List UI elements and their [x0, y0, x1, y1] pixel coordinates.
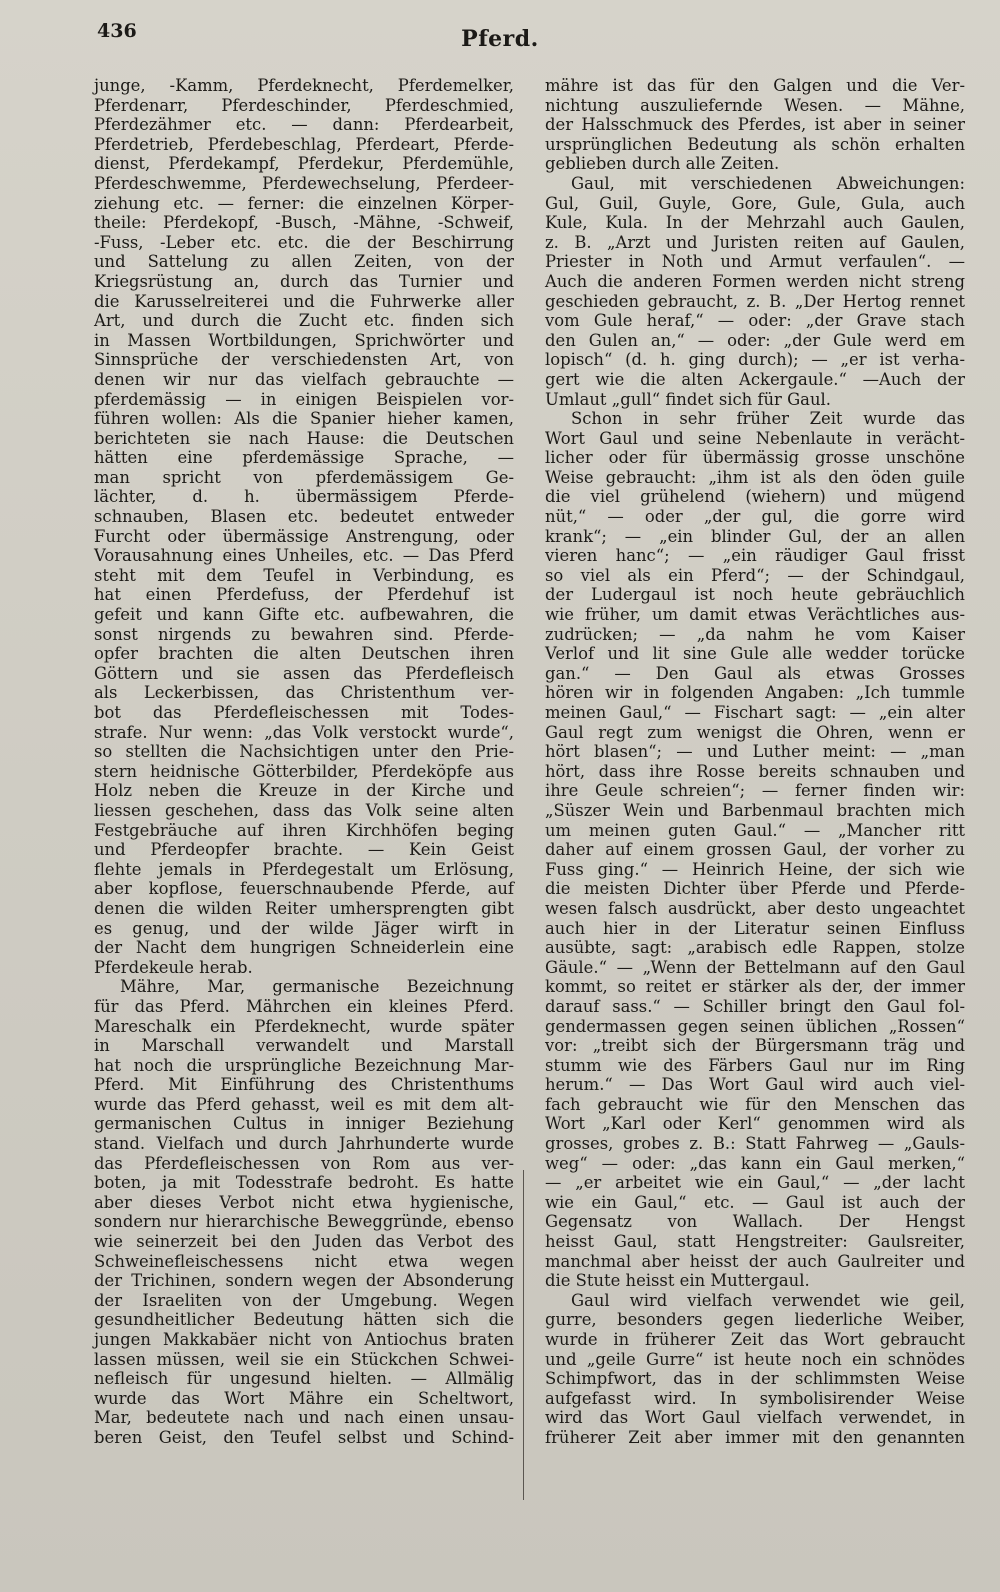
text-line: als Leckerbissen, das Christenthum ver-: [94, 683, 514, 703]
text-line: steht mit dem Teufel in Verbindung, es: [94, 565, 514, 585]
text-line: sondern nur hierarchische Beweggründe, ebenso: [94, 1212, 514, 1232]
text-line: Mähre, Mar, germanische Bezeichnung: [120, 977, 514, 997]
text-line: vieren hanc“; — „ein räudiger Gaul frisst: [545, 546, 965, 566]
text-line: Gaul, mit verschiedenen Abweichungen:: [571, 173, 965, 193]
text-line: Schon in sehr früher Zeit wurde das: [571, 409, 965, 429]
text-line: stumm wie des Färbers Gaul nur im Ring: [545, 1055, 965, 1075]
text-line: dienst, Pferdekampf, Pferdekur, Pferdemühle,: [94, 154, 514, 174]
text-line: Wort Gaul und seine Nebenlaute in verächt-: [545, 428, 965, 448]
text-line: Verlof und lit sine Gule alle wedder torücke: [545, 644, 965, 664]
text-line: so viel als ein Pferd“; — der Schindgaul,: [545, 565, 965, 585]
text-line: Art, und durch die Zucht etc. finden sich: [94, 311, 514, 331]
text-line: wurde das Wort Mähre ein Scheltwort,: [94, 1388, 514, 1408]
text-line: wie früher, um damit etwas Verächtliches aus-: [545, 605, 965, 625]
text-line: aber kopflose, feuerschnaubende Pferde, auf: [94, 879, 514, 899]
text-line: das Pferdefleischessen von Rom aus ver-: [94, 1153, 514, 1173]
text-line: Holz neben die Kreuze in der Kirche und: [94, 781, 514, 801]
text-line: der Ludergaul ist noch heute gebräuchlich: [545, 585, 965, 605]
running-head: Pferd.: [461, 26, 539, 52]
text-line: gesundheitlicher Bedeutung hätten sich die: [94, 1310, 514, 1330]
text-line: grosses, grobes z. B.: Statt Fahrweg — „Gauls-: [545, 1134, 965, 1154]
text-line: stand. Vielfach und durch Jahrhunderte wurde: [94, 1134, 514, 1154]
text-line: auch hier in der Literatur seinen Einfluss: [545, 918, 965, 938]
text-line: Vorausahnung eines Unheiles, etc. — Das Pferd: [94, 546, 514, 566]
text-line: kommt, so reitet er stärker als der, der immer: [545, 977, 965, 997]
text-line: geschieden gebraucht, z. B. „Der Hertog rennet: [545, 291, 965, 311]
text-line: nüt,“ — oder „der gul, die gorre wird: [545, 507, 965, 527]
text-line: licher oder für übermässig grosse unschöne: [545, 448, 965, 468]
text-line: der Trichinen, sondern wegen der Absonderung: [94, 1271, 514, 1291]
text-line: ausübte, sagt: „arabisch edle Rappen, stolze: [545, 938, 965, 958]
text-line: wurde das Pferd gehasst, weil es mit dem alt-: [94, 1094, 514, 1114]
text-line: Pferdenarr, Pferdeschinder, Pferdeschmied,: [94, 95, 514, 115]
text-line: denen wir nur das vielfach gebrauchte —: [94, 369, 514, 389]
text-line: lächter, d. h. übermässigem Pferde-: [94, 487, 514, 507]
text-line: ihre Geule schreien“; — ferner finden wir:: [545, 781, 965, 801]
text-line: die meisten Dichter über Pferde und Pferde-: [545, 879, 965, 899]
text-line: opfer brachten die alten Deutschen ihren: [94, 644, 514, 664]
text-line: liessen geschehen, dass das Volk seine alten: [94, 800, 514, 820]
text-line: boten, ja mit Todesstrafe bedroht. Es hatte: [94, 1173, 514, 1193]
text-line: stern heidnische Götterbilder, Pferdeköpfe aus: [94, 761, 514, 781]
text-line: jungen Makkabäer nicht von Antiochus braten: [94, 1330, 514, 1349]
right-column: [545, 76, 965, 1448]
text-line: gefeit und kann Gifte etc. aufbewahren, die: [94, 605, 514, 625]
text-line: führen wollen: Als die Spanier hieher kamen,: [94, 409, 514, 429]
text-line: Furcht oder übermässige Anstrengung, oder: [94, 526, 514, 546]
text-line: Umlaut „gull“ findet sich für Gaul.: [545, 389, 831, 409]
text-line: hört, dass ihre Rosse bereits schnauben und: [545, 761, 965, 781]
text-line: gert wie die alten Ackergaule.“ —Auch der: [545, 369, 965, 389]
text-line: Festgebräuche auf ihren Kirchhöfen beging: [94, 820, 514, 840]
text-line: Schweinefleischessens nicht etwa wegen: [94, 1251, 514, 1271]
text-line: gan.“ — Den Gaul als etwas Grosses: [545, 663, 965, 683]
text-line: lassen müssen, weil sie ein Stückchen Schwei-: [94, 1349, 514, 1369]
text-line: fach gebraucht wie für den Menschen das: [545, 1094, 965, 1114]
text-line: manchmal aber heisst der auch Gaulreiter und: [545, 1251, 965, 1271]
text-line: gendermassen gegen seinen üblichen „Rossen“: [545, 1016, 965, 1036]
text-line: Kriegsrüstung an, durch das Turnier und: [94, 271, 514, 291]
text-line: herum.“ — Das Wort Gaul wird auch viel-: [545, 1075, 965, 1095]
text-line: nichtung auszuliefernde Wesen. — Mähne,: [545, 95, 965, 115]
text-line: hören wir in folgenden Angaben: „Ich tummle: [545, 683, 965, 703]
text-line: der Halsschmuck des Pferdes, ist aber in seiner: [545, 115, 965, 135]
text-line: hätten eine pferdemässige Sprache, —: [94, 448, 514, 468]
text-line: daher auf einem grossen Gaul, der vorher zu: [545, 840, 965, 860]
text-line: flehte jemals in Pferdegestalt um Erlösung,: [94, 859, 514, 879]
text-line: z. B. „Arzt und Juristen reiten auf Gaulen,: [545, 232, 965, 252]
text-line: mähre ist das für den Galgen und die Ver-: [545, 76, 965, 95]
text-line: krank“; — „ein blinder Gul, der an allen: [545, 526, 965, 546]
text-line: Pferdeschwemme, Pferdewechselung, Pferdeer-: [94, 173, 514, 193]
text-line: Kule, Kula. In der Mehrzahl auch Gaulen,: [545, 213, 965, 233]
text-line: Auch die anderen Formen werden nicht streng: [545, 271, 965, 291]
text-line: Gul, Guil, Guyle, Gore, Gule, Gula, auch: [545, 193, 965, 213]
text-line: berichteten sie nach Hause: die Deutschen: [94, 428, 514, 448]
text-line: Wort „Karl oder Kerl“ genommen wird als: [545, 1114, 965, 1134]
text-line: ursprünglichen Bedeutung als schön erhalten: [545, 134, 965, 154]
text-line: -Fuss, -Leber etc. etc. die der Beschirrung: [94, 232, 514, 252]
column-rule: [523, 1170, 524, 1500]
text-line: aber dieses Verbot nicht etwa hygienische,: [94, 1192, 514, 1212]
text-line: um meinen guten Gaul.“ — „Mancher ritt: [545, 820, 965, 840]
text-line: weg“ — oder: „das kann ein Gaul merken,“: [545, 1153, 965, 1173]
text-line: Mar, bedeutete nach und nach einen unsau-: [94, 1408, 514, 1428]
text-line: Göttern und sie assen das Pferdefleisch: [94, 663, 514, 683]
text-line: die viel grühelend (wiehern) und mügend: [545, 487, 965, 507]
text-line: Pferd. Mit Einführung des Christenthums: [94, 1075, 514, 1095]
text-line: der Nacht dem hungrigen Schneiderlein eine: [94, 938, 514, 958]
text-line: es genug, und der wilde Jäger wirft in: [94, 918, 514, 938]
text-line: gurre, besonders gegen liederliche Weiber,: [545, 1310, 965, 1330]
text-line: Fuss ging.“ — Heinrich Heine, der sich wie: [545, 859, 965, 879]
text-line: Sinnsprüche der verschiedensten Art, von: [94, 350, 514, 370]
text-line: die Karusselreiterei und die Fuhrwerke aller: [94, 291, 514, 311]
text-line: theile: Pferdekopf, -Busch, -Mähne, -Schweif,: [94, 213, 514, 233]
text-line: Priester in Noth und Armut verfaulen“. —: [545, 252, 965, 272]
text-line: denen die wilden Reiter umhersprengten gibt: [94, 898, 514, 918]
text-line: wie seinerzeit bei den Juden das Verbot des: [94, 1232, 514, 1252]
text-line: wie ein Gaul,“ etc. — Gaul ist auch der: [545, 1192, 965, 1212]
text-line: Gaul regt zum wenigst die Ohren, wenn er: [545, 722, 965, 742]
page-number: 436: [97, 20, 137, 42]
text-line: Pferdekeule herab.: [94, 957, 253, 977]
text-line: wurde in früherer Zeit das Wort gebraucht: [545, 1330, 965, 1349]
text-line: und „geile Gurre“ ist heute noch ein schnödes: [545, 1349, 965, 1369]
text-line: darauf sass.“ — Schiller bringt den Gaul fol-: [545, 996, 965, 1016]
text-line: und Sattelung zu allen Zeiten, von der: [94, 252, 514, 272]
text-line: nefleisch für ungesund hielten. — Allmälig: [94, 1369, 514, 1389]
text-line: beren Geist, den Teufel selbst und Schind-: [94, 1427, 514, 1447]
text-line: den Gulen an,“ — oder: „der Gule werd em: [545, 330, 965, 350]
text-line: die Stute heisst ein Muttergaul.: [545, 1271, 810, 1291]
text-line: und Pferdeopfer brachte. — Kein Geist: [94, 840, 514, 860]
text-line: strafe. Nur wenn: „das Volk verstockt wurde“,: [94, 722, 514, 742]
text-line: meinen Gaul,“ — Fischart sagt: — „ein alter: [545, 703, 965, 722]
text-line: Pferdetrieb, Pferdebeschlag, Pferdeart, Pferde-: [94, 134, 514, 154]
text-line: junge, -Kamm, Pferdeknecht, Pferdemelker,: [94, 76, 514, 95]
text-line: so stellten die Nachsichtigen unter den Prie-: [94, 742, 514, 762]
text-line: in Marschall verwandelt und Marstall: [94, 1036, 514, 1056]
text-line: — „er arbeitet wie ein Gaul,“ — „der lacht: [545, 1173, 965, 1193]
text-line: Gegensatz von Wallach. Der Hengst: [545, 1212, 965, 1232]
text-line: germanischen Cultus in inniger Beziehung: [94, 1114, 514, 1134]
text-line: Weise gebraucht: „ihm ist als den öden guile: [545, 467, 965, 487]
text-line: lopisch“ (d. h. ging durch); — „er ist verha-: [545, 350, 965, 370]
text-line: aufgefasst wird. In symbolisirender Weise: [545, 1388, 965, 1408]
text-line: Gaul wird vielfach verwendet wie geil,: [571, 1290, 965, 1310]
text-line: Pferdezähmer etc. — dann: Pferdearbeit,: [94, 115, 514, 135]
text-line: ziehung etc. — ferner: die einzelnen Körper-: [94, 193, 514, 213]
text-line: bot das Pferdefleischessen mit Todes-: [94, 703, 514, 722]
left-column: [94, 76, 514, 1448]
text-line: sonst nirgends zu bewahren sind. Pferde-: [94, 624, 514, 644]
text-line: wird das Wort Gaul vielfach verwendet, in: [545, 1408, 965, 1428]
text-line: früherer Zeit aber immer mit den genannten: [545, 1427, 965, 1447]
text-line: heisst Gaul, statt Hengstreiter: Gaulsreiter,: [545, 1232, 965, 1252]
text-line: schnauben, Blasen etc. bedeutet entweder: [94, 507, 514, 527]
text-line: geblieben durch alle Zeiten.: [545, 154, 780, 174]
text-line: Mareschalk ein Pferdeknecht, wurde später: [94, 1016, 514, 1036]
text-line: wesen falsch ausdrückt, aber desto ungeachtet: [545, 898, 965, 918]
text-line: in Massen Wortbildungen, Sprichwörter und: [94, 330, 514, 350]
text-line: „Süszer Wein und Barbenmaul brachten mich: [545, 800, 965, 820]
text-line: der Israeliten von der Umgebung. Wegen: [94, 1290, 514, 1310]
text-line: vom Gule heraf,“ — oder: „der Grave stach: [545, 311, 965, 331]
text-line: man spricht von pferdemässigem Ge-: [94, 467, 514, 487]
text-line: Schimpfwort, das in der schlimmsten Weise: [545, 1369, 965, 1389]
text-line: für das Pferd. Mährchen ein kleines Pferd.: [94, 996, 514, 1016]
text-line: hat noch die ursprüngliche Bezeichnung Mar-: [94, 1055, 514, 1075]
text-line: hört blasen“; — und Luther meint: — „man: [545, 742, 965, 762]
text-line: Gäule.“ — „Wenn der Bettelmann auf den Gaul: [545, 957, 965, 977]
text-line: hat einen Pferdefuss, der Pferdehuf ist: [94, 585, 514, 605]
text-line: pferdemässig — in einigen Beispielen vor-: [94, 389, 514, 409]
text-line: vor: „treibt sich der Bürgersmann träg und: [545, 1036, 965, 1056]
text-line: zudrücken; — „da nahm he vom Kaiser: [545, 624, 965, 644]
